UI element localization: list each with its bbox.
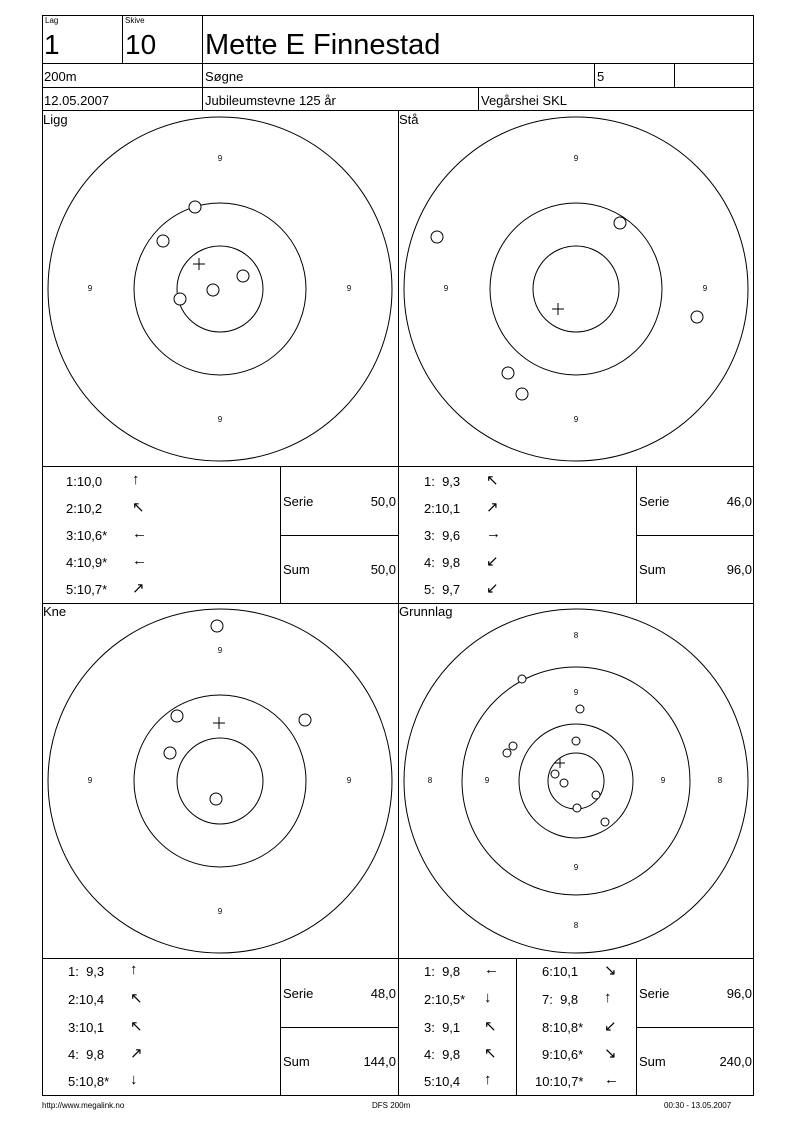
direction-arrow-icon: ↖ <box>486 472 499 489</box>
shot-number: 6: <box>542 964 553 979</box>
ring-number: 9 <box>660 776 666 785</box>
ring-number: 9 <box>87 284 93 293</box>
target-ligg <box>42 111 398 466</box>
ring-outer <box>48 609 392 953</box>
shot-hole <box>157 235 169 247</box>
direction-arrow-icon: ← <box>132 525 147 542</box>
shot-value: 9,3 <box>86 964 105 979</box>
direction-arrow-icon: ↑ <box>604 989 612 1006</box>
direction-arrow-icon: ↗ <box>132 580 145 597</box>
shot-hole <box>592 791 600 799</box>
serie-label: Serie <box>283 986 314 1001</box>
shot-value: 10,2 <box>76 501 103 516</box>
shot-number: 3: <box>68 1020 79 1035</box>
footer-url[interactable]: http://www.megalink.no <box>42 1101 125 1110</box>
target-grunnlag <box>398 603 754 958</box>
sum-label: Sum <box>639 562 666 577</box>
shot-value: 10,4 <box>78 992 105 1007</box>
footer-program: DFS 200m <box>372 1101 411 1110</box>
shot-value: 10,4 <box>434 1074 461 1089</box>
shot-number: 2: <box>66 501 77 516</box>
shot-value: 9,1 <box>442 1020 461 1035</box>
ring-number: 9 <box>217 907 223 916</box>
serie-value: 50,0 <box>370 494 396 509</box>
shot-number: 1: <box>424 964 435 979</box>
shot-number: 3: <box>424 528 435 543</box>
serie-label: Serie <box>639 494 670 509</box>
direction-arrow-icon: ↖ <box>484 1045 497 1062</box>
direction-arrow-icon: ↖ <box>484 1018 497 1035</box>
ring-10 <box>177 738 263 824</box>
shot-hole <box>518 675 526 683</box>
shot-hole <box>601 818 609 826</box>
shot-list-kne <box>42 958 280 1096</box>
target-label-kne: Kne <box>43 604 67 619</box>
sum-value: 144,0 <box>363 1054 396 1069</box>
shot-number: 3: <box>424 1020 435 1035</box>
ring-number: 9 <box>573 415 579 424</box>
event-name: Jubileumstevne 125 år <box>205 93 336 108</box>
shot-value: 9,6 <box>442 528 461 543</box>
shot-list-grunnlag-b <box>516 958 636 1096</box>
shot-value: 10,1 <box>434 501 461 516</box>
direction-arrow-icon: ↗ <box>486 499 499 516</box>
shot-hole <box>614 217 626 229</box>
shot-hole <box>551 770 559 778</box>
direction-arrow-icon: ↖ <box>132 499 145 516</box>
skive-value: 10 <box>125 29 157 60</box>
ring-9 <box>490 203 662 375</box>
shot-value: 10,8* <box>552 1020 584 1035</box>
ring-number: 9 <box>217 415 223 424</box>
sum-value: 50,0 <box>370 562 396 577</box>
ring-9 <box>134 695 306 867</box>
shot-hole <box>171 710 183 722</box>
date: 12.05.2007 <box>44 93 110 108</box>
shot-number: 2: <box>424 501 435 516</box>
sum-label: Sum <box>283 1054 310 1069</box>
ring-8 <box>462 667 690 895</box>
direction-arrow-icon: → <box>486 525 501 542</box>
shot-number: 1: <box>424 474 435 489</box>
ring-10 <box>548 753 604 809</box>
direction-arrow-icon: ↘ <box>604 962 617 979</box>
shot-value: 9,8 <box>86 1047 105 1062</box>
shot-number: 10: <box>535 1074 554 1089</box>
ring-outer <box>404 117 748 461</box>
shot-value: 9,8 <box>442 1047 461 1062</box>
shot-hole <box>573 804 581 812</box>
serie-value: 96,0 <box>726 986 752 1001</box>
class-value: 5 <box>597 69 605 84</box>
shot-number: 5: <box>68 1074 79 1089</box>
shot-hole <box>691 311 703 323</box>
shot-number: 3: <box>66 528 77 543</box>
shot-number: 8: <box>542 1020 553 1035</box>
ring-number: 8 <box>427 776 433 785</box>
ring-number: 8 <box>717 776 723 785</box>
shot-number: 5: <box>424 1074 435 1089</box>
target-sta <box>398 111 754 466</box>
sum-value: 240,0 <box>719 1054 752 1069</box>
direction-arrow-icon: ↓ <box>484 989 492 1006</box>
target-kne <box>42 603 398 958</box>
ring-number: 9 <box>217 646 223 655</box>
shot-value: 9,8 <box>560 992 579 1007</box>
direction-arrow-icon: ← <box>484 961 499 978</box>
shot-hole <box>502 367 514 379</box>
shot-list-grunnlag-a <box>398 958 516 1096</box>
ring-outer <box>48 117 392 461</box>
sum-label: Sum <box>283 562 310 577</box>
ring-10 <box>533 246 619 332</box>
ring-number: 9 <box>346 776 352 785</box>
shot-number: 2: <box>68 992 79 1007</box>
target-label-grunnlag: Grunnlag <box>399 604 453 619</box>
shot-hole <box>503 749 511 757</box>
distance: 200m <box>44 69 77 84</box>
direction-arrow-icon: ↘ <box>604 1045 617 1062</box>
lag-value: 1 <box>44 29 60 60</box>
ring-number: 9 <box>443 284 449 293</box>
ring-number: 9 <box>484 776 490 785</box>
serie-label: Serie <box>639 986 670 1001</box>
shot-number: 1: <box>68 964 79 979</box>
shot-value: 9,8 <box>442 964 461 979</box>
direction-arrow-icon: ← <box>132 552 147 569</box>
shot-hole <box>299 714 311 726</box>
direction-arrow-icon: ↑ <box>132 471 140 488</box>
shot-number: 4: <box>68 1047 79 1062</box>
shot-value: 10,8* <box>78 1074 110 1089</box>
skive-label: Skive <box>125 16 145 25</box>
shot-hole <box>174 293 186 305</box>
shot-value: 9,3 <box>442 474 461 489</box>
ring-number: 9 <box>217 154 223 163</box>
shot-value: 10,5* <box>434 992 466 1007</box>
shot-list-sta <box>398 466 636 603</box>
shot-hole <box>189 201 201 213</box>
direction-arrow-icon: ↙ <box>486 553 499 570</box>
direction-arrow-icon: ↙ <box>604 1018 617 1035</box>
shot-hole <box>516 388 528 400</box>
sum-value: 96,0 <box>726 562 752 577</box>
direction-arrow-icon: ↑ <box>130 961 138 978</box>
shot-value: 10,1 <box>552 964 579 979</box>
direction-arrow-icon: ↖ <box>130 990 143 1007</box>
serie-value: 48,0 <box>370 986 396 1001</box>
ring-outer <box>404 609 748 953</box>
shot-number: 1: <box>66 474 77 489</box>
direction-arrow-icon: ↗ <box>130 1045 143 1062</box>
direction-arrow-icon: ↙ <box>486 580 499 597</box>
direction-arrow-icon: ↓ <box>130 1071 138 1088</box>
shot-hole <box>237 270 249 282</box>
shot-number: 5: <box>424 582 435 597</box>
shooter-name: Mette E Finnestad <box>205 29 441 61</box>
shot-value: 10,6* <box>76 528 108 543</box>
shot-hole <box>164 747 176 759</box>
ring-number: 8 <box>573 631 579 640</box>
ring-9 <box>134 203 306 375</box>
ring-number: 9 <box>573 154 579 163</box>
ring-number: 9 <box>346 284 352 293</box>
direction-arrow-icon: ← <box>604 1071 619 1088</box>
shot-value: 10,7* <box>76 582 108 597</box>
shot-hole <box>509 742 517 750</box>
shot-hole <box>211 620 223 632</box>
shot-number: 5: <box>66 582 77 597</box>
shot-hole <box>431 231 443 243</box>
shot-list-ligg <box>42 466 280 603</box>
shot-hole <box>210 793 222 805</box>
header-row-2 <box>42 64 754 88</box>
ring-number: 8 <box>573 921 579 930</box>
serie-label: Serie <box>283 494 314 509</box>
direction-arrow-icon: ↖ <box>130 1018 143 1035</box>
ring-10 <box>177 246 263 332</box>
shot-number: 7: <box>542 992 553 1007</box>
shot-number: 4: <box>424 555 435 570</box>
shot-hole <box>560 779 568 787</box>
shot-number: 4: <box>66 555 77 570</box>
ring-number: 9 <box>87 776 93 785</box>
serie-value: 46,0 <box>726 494 752 509</box>
shot-value: 10,0 <box>76 474 103 489</box>
shot-hole <box>576 705 584 713</box>
footer-printed: 00:30 - 13.05.2007 <box>664 1101 732 1110</box>
shot-value: 10,1 <box>78 1020 105 1035</box>
ring-number: 9 <box>573 688 579 697</box>
direction-arrow-icon: ↑ <box>484 1071 492 1088</box>
club: Søgne <box>205 69 244 84</box>
sum-label: Sum <box>639 1054 666 1069</box>
shot-hole <box>572 737 580 745</box>
shot-value: 10,6* <box>552 1047 584 1062</box>
shot-value: 9,8 <box>442 555 461 570</box>
lag-label: Lag <box>45 16 59 25</box>
shot-value: 10,9* <box>76 555 108 570</box>
shot-number: 4: <box>424 1047 435 1062</box>
ring-number: 9 <box>702 284 708 293</box>
ring-number: 9 <box>573 863 579 872</box>
shot-value: 10,7* <box>553 1074 584 1089</box>
header-row-3 <box>42 88 754 111</box>
shot-number: 9: <box>542 1047 553 1062</box>
shot-value: 9,7 <box>442 582 461 597</box>
shot-hole <box>207 284 219 296</box>
target-label-ligg: Ligg <box>43 112 68 127</box>
target-label-sta: Stå <box>399 112 419 127</box>
organizer: Vegårshei SKL <box>481 93 568 108</box>
shot-number: 2: <box>424 992 435 1007</box>
